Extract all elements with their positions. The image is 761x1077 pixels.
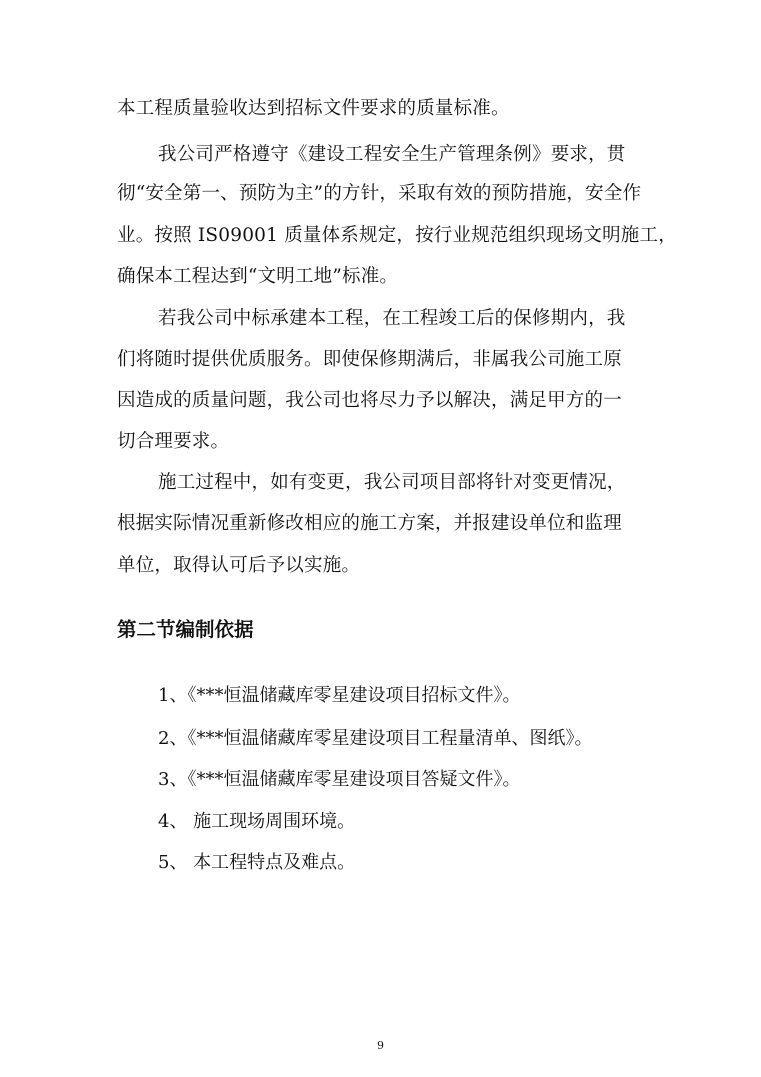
paragraph-line: 根据实际情况重新修改相应的施工方案，并报建设单位和监理 — [117, 513, 622, 534]
paragraph-line: 我公司严格遵守《建设工程安全生产管理条例》要求，贯 — [158, 144, 626, 165]
paragraph-line: 确保本工程达到“文明工地”标准。 — [117, 266, 399, 287]
list-item: 4、 施工现场周围环境。 — [158, 811, 356, 832]
page-number: 9 — [377, 1039, 384, 1052]
paragraph-line: 因造成的质量问题，我公司也将尽力予以解决，满足甲方的一 — [117, 390, 622, 411]
paragraph-line: 业。按照 IS09001 质量体系规定，按行业规范组织现场文明施工， — [117, 225, 677, 246]
paragraph-line: 若我公司中标承建本工程，在工程竣工后的保修期内，我 — [158, 308, 626, 329]
section-heading: 第二节编制依据 — [117, 618, 254, 641]
paragraph-line: 们将随时提供优质服务。即使保修期满后，非属我公司施工原 — [117, 349, 622, 370]
list-item: 2、《***恒温储藏库零星建设项目工程量清单、图纸》。 — [158, 728, 593, 749]
list-item: 5、 本工程特点及难点。 — [158, 852, 356, 873]
paragraph-line: 本工程质量验收达到招标文件要求的质量标准。 — [117, 98, 510, 119]
paragraph-line: 彻“安全第一、预防为主”的方针，采取有效的预防措施，安全作 — [117, 183, 642, 204]
paragraph-line: 切合理要求。 — [117, 431, 230, 452]
list-item: 3、《***恒温储藏库零星建设项目答疑文件》。 — [158, 769, 521, 790]
list-item: 1、《***恒温储藏库零星建设项目招标文件》。 — [158, 685, 521, 706]
paragraph-line: 施工过程中，如有变更，我公司项目部将针对变更情况， — [158, 472, 626, 493]
paragraph-line: 单位，取得认可后予以实施。 — [117, 555, 361, 576]
